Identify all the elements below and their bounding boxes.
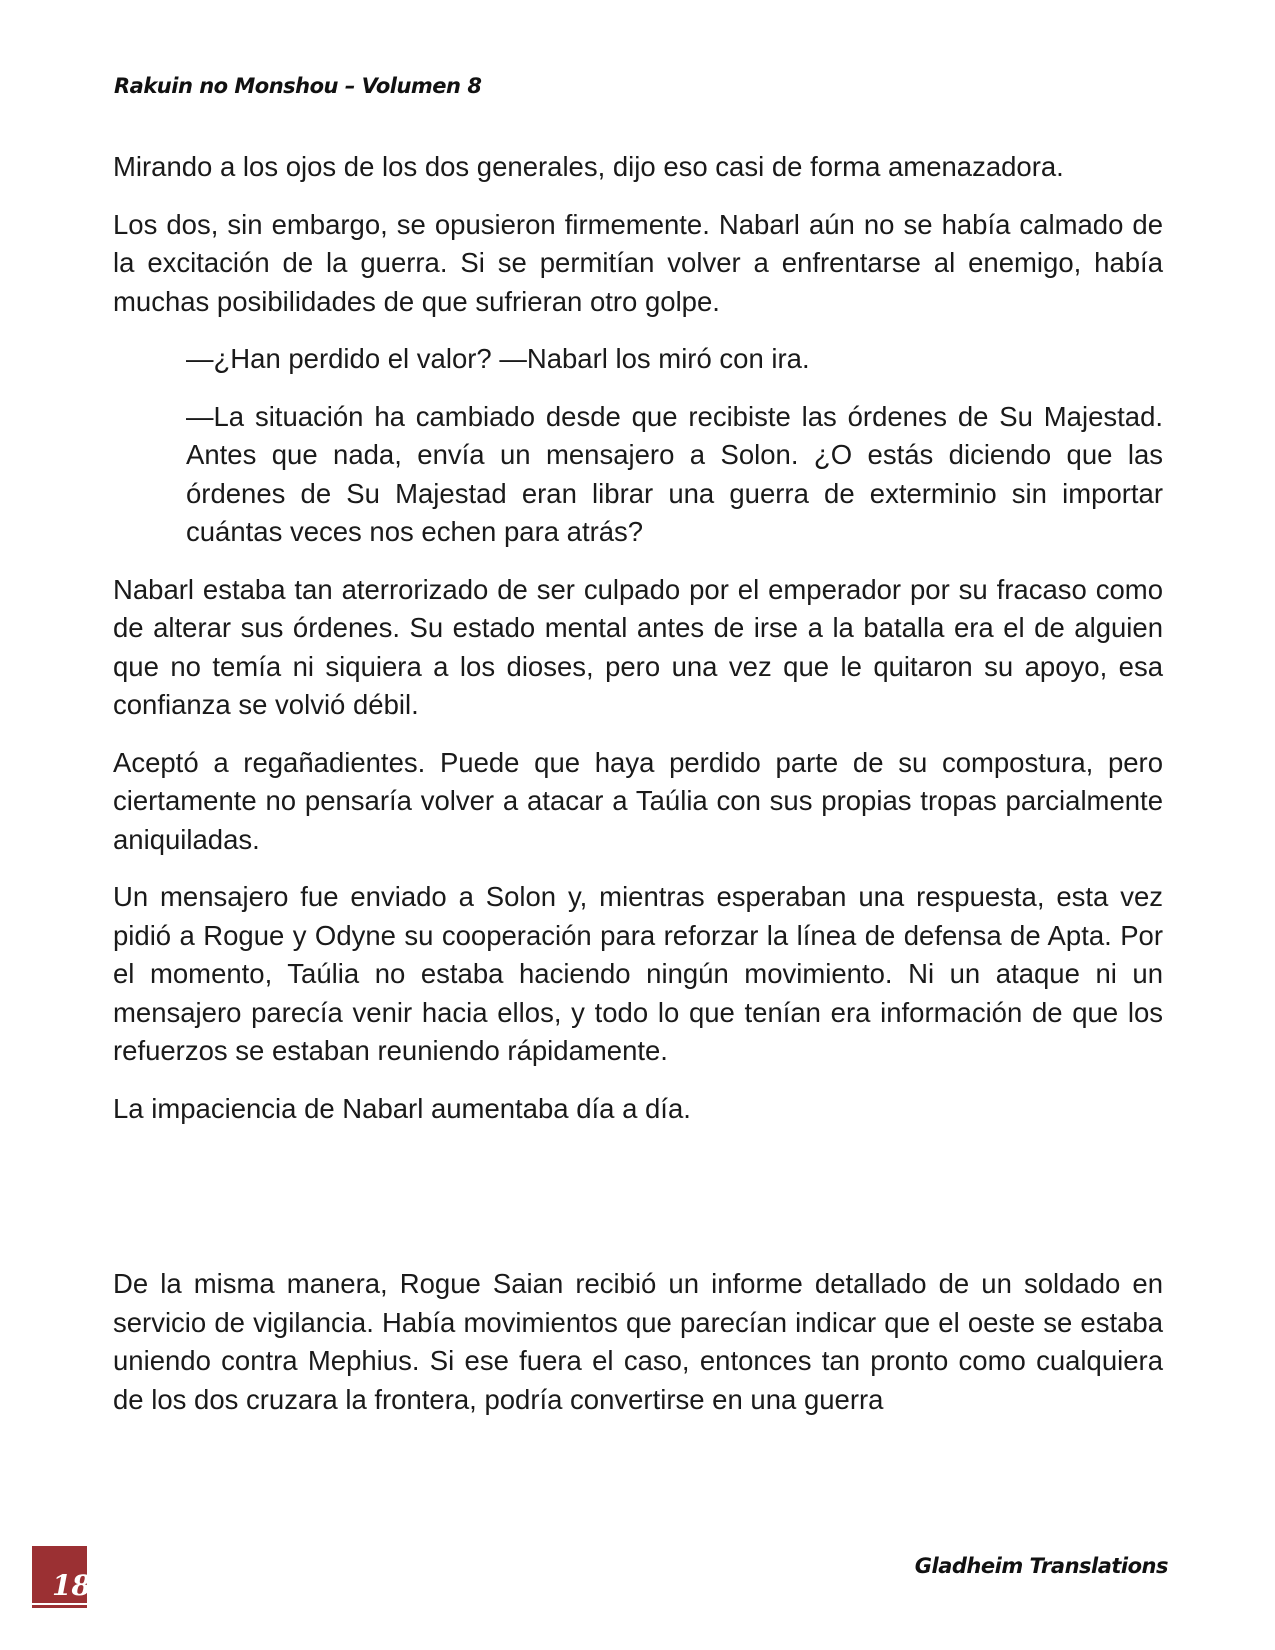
paragraph: Mirando a los ojos de los dos generales, dijo eso casi de forma amenazadora. [113, 151, 1064, 182]
dialogue-paragraph: —La situación ha cambiado desde que recibiste las órdenes de Su Majestad. Antes que nada, envía un mensajero a Solon. ¿O estás diciendo que las órdenes de Su Majestad eran librar una guerra de exterminio sin importar cuántas veces nos echen para atrás? [186, 400, 1163, 547]
paragraph: Un mensajero fue enviado a Solon y, mientras esperaban una respuesta, esta vez pidió a Rogue y Odyne su cooperación para reforzar la línea de defensa de Apta. Por el momento, Taúlia no estaba haciendo ningún movimiento. Ni un ataque ni un mensajero parecía venir hacia ellos, y todo lo que tenían era información de que los refuerzos se estaban reuniendo rápidamente. [113, 881, 1163, 1066]
running-header-title: Rakuin no Monshou – Volumen 8 [114, 74, 482, 98]
scene-break [113, 1147, 1163, 1265]
paragraph: Los dos, sin embargo, se opusieron firmemente. Nabarl aún no se había calmado de la excitación de la guerra. Si se permitían volver a enfrentarse al enemigo, había muchas posibilidades de que sufrieran otro golpe. [113, 208, 1163, 317]
page-number-underline [32, 1603, 87, 1605]
body-text [113, 148, 1163, 1438]
page-number: 18 [52, 1569, 91, 1602]
footer-brand: Gladheim Translations [914, 1554, 1168, 1578]
paragraph: Aceptó a regañadientes. Puede que haya perdido parte de su compostura, pero ciertamente no pensaría volver a atacar a Taúlia con sus propias tropas parcialmente aniquiladas. [113, 746, 1163, 855]
paragraph: De la misma manera, Rogue Saian recibió un informe detallado de un soldado en servicio de vigilancia. Había movimientos que parecían indicar que el oeste se estaba uniendo contra Mephius. Si ese fuera el caso, entonces tan pronto como cualquiera de los dos cruzara la frontera, podría convertirse en una guerra [113, 1268, 1163, 1415]
dialogue-paragraph: —¿Han perdido el valor? —Nabarl los miró con ira. [186, 343, 810, 374]
paragraph: Nabarl estaba tan aterrorizado de ser culpado por el emperador por su fracaso como de alterar sus órdenes. Su estado mental antes de irse a la batalla era el de alguien que no temía ni siquiera a los dioses, pero una vez que le quitaron su apoyo, esa confianza se volvió débil. [113, 573, 1163, 720]
paragraph: La impaciencia de Nabarl aumentaba día a día. [113, 1092, 691, 1124]
